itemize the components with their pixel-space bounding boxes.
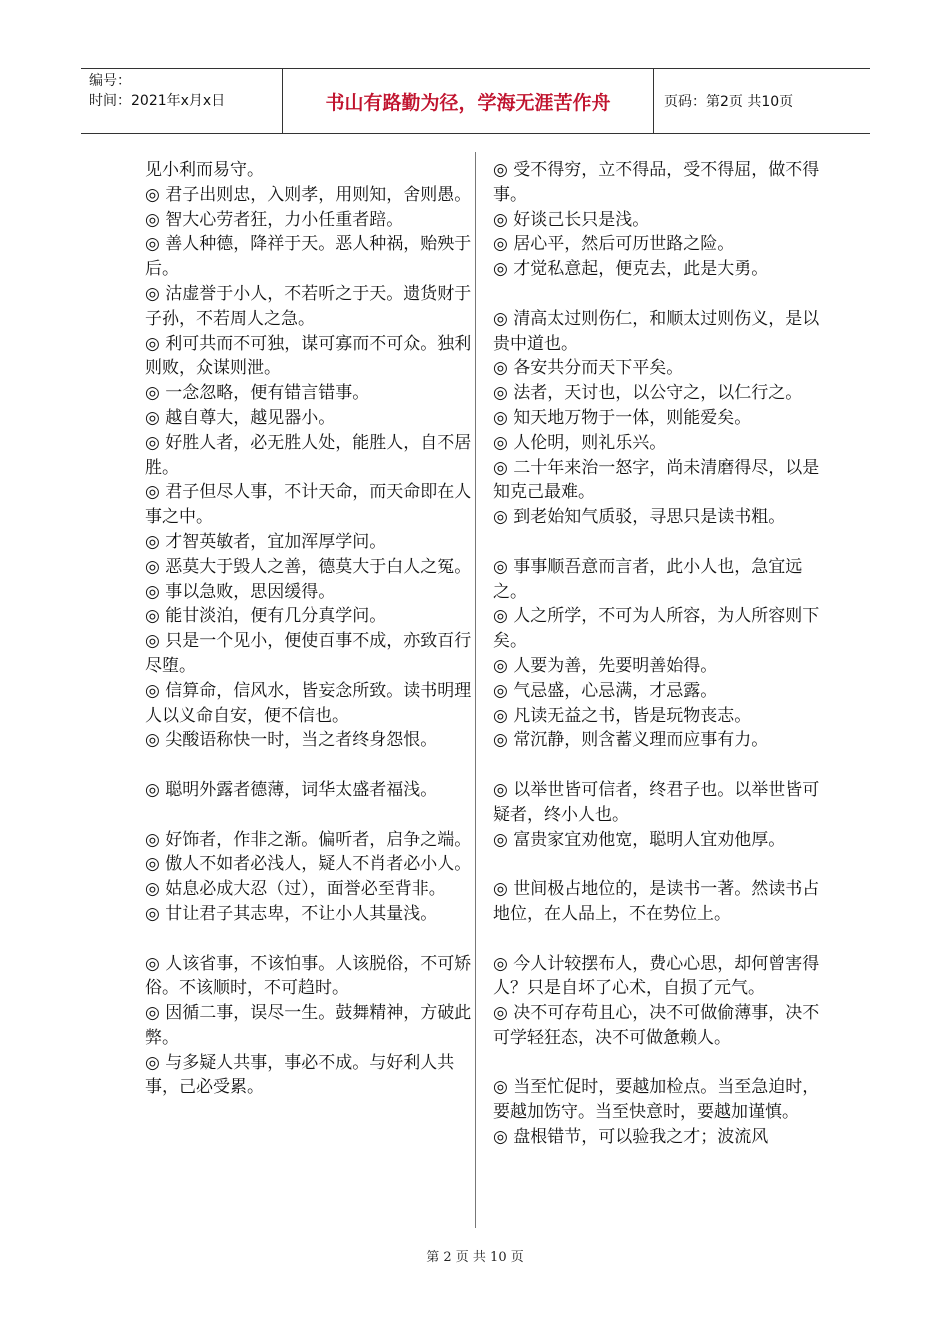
quote-paragraph: ◎ 甘让君子其志卑，不让小人其量浅。 [145, 903, 438, 924]
quote-paragraph: ◎ 今人计较摆布人，费心心思，却何曾害得人？只是自坏了心术，自损了元气。 [493, 953, 820, 999]
column-divider [475, 152, 476, 1228]
paragraph-gap [493, 753, 823, 778]
quote-paragraph: ◎ 人该省事，不该怕事。人该脱俗，不可矫俗。不该顺时，不可趋时。 [145, 953, 472, 999]
quote-paragraph: ◎ 事事顺吾意而言者，此小人也，急宜远之。 [493, 556, 803, 602]
quote-paragraph: ◎ 一念忽略，便有错言错事。 [145, 383, 370, 404]
paragraph-gap [493, 1051, 823, 1076]
paragraph-gap [145, 803, 475, 828]
quote-paragraph: ◎ 才智英敏者，宜加浑厚学问。 [145, 531, 387, 552]
quote-paragraph: ◎ 姑息必成大忍（过），面誉必至背非。 [145, 879, 446, 900]
quote-paragraph: ◎ 法者，天讨也，以公守之，以仁行之。 [493, 383, 803, 404]
quote-paragraph: ◎ 清高太过则伤仁，和顺太过则伤义，是以贵中道也。 [493, 308, 820, 354]
quote-paragraph: ◎ 智大心劳者狂，力小任重者踣。 [145, 209, 404, 230]
quote-paragraph: ◎ 凡读无益之书，皆是玩物丧志。 [493, 705, 752, 726]
paragraph-gap [145, 927, 475, 952]
quote-paragraph: ◎ 富贵家宜劝他宽，聪明人宜劝他厚。 [493, 829, 786, 850]
quote-paragraph: ◎ 能甘淡泊，便有几分真学问。 [145, 606, 387, 627]
quote-paragraph: ◎ 二十年来治一怒字，尚未清磨得尽，以是知克己最难。 [493, 457, 820, 503]
quote-paragraph: ◎ 知天地万物于一体，则能爱矣。 [493, 407, 752, 428]
quote-paragraph: ◎ 沽虚誉于小人，不若听之于天。遗货财于子孙，不若周人之急。 [145, 283, 472, 329]
page-footer: 第 2 页 共 10 页 [426, 1250, 524, 1265]
quote-paragraph: ◎ 信算命，信风水，皆妄念所致。读书明理人以义命自安，便不信也。 [145, 680, 472, 726]
quote-paragraph: ◎ 以举世皆可信者，终君子也。以举世皆可疑者，终小人也。 [493, 779, 820, 825]
document-date: 时间：2021年x月x日 [89, 93, 226, 109]
quote-paragraph: ◎ 当至忙促时，要越加检点。当至急迫时，要越加饬守。当至快意时，要越加谨慎。 [493, 1077, 820, 1123]
header-info [81, 69, 282, 133]
left-column [145, 158, 475, 1100]
quote-paragraph: ◎ 到老始知气质驳，寻思只是读书粗。 [493, 507, 786, 528]
paragraph-gap [493, 852, 823, 877]
quote-paragraph: ◎ 受不得穷，立不得品，受不得屈，做不得事。 [493, 160, 820, 205]
quote-paragraph: ◎ 气忌盛，心忌满，才忌露。 [493, 680, 718, 701]
paragraph-gap [493, 927, 823, 952]
quote-paragraph: ◎ 才觉私意起，便克去，此是大勇。 [493, 259, 769, 280]
quote-paragraph: ◎ 盘根错节，可以验我之才；波流风 [493, 1127, 769, 1148]
right-column [493, 158, 823, 1150]
quote-paragraph: ◎ 人之所学，不可为人所容，为人所容则下矣。 [493, 606, 820, 652]
paragraph-gap [493, 530, 823, 555]
quote-paragraph: ◎ 因循二事，误尽一生。鼓舞精神，方破此弊。 [145, 1003, 472, 1048]
quote-paragraph: ◎ 傲人不如者必浅人，疑人不肖者必小人。 [145, 854, 472, 875]
quote-paragraph: ◎ 事以急败，思因缓得。 [145, 581, 336, 602]
page-header [81, 68, 870, 134]
quote-paragraph: ◎ 君子但尽人事，不计天命，而天命即在人事之中。 [145, 482, 472, 528]
quote-paragraph: ◎ 只是一个见小，便使百事不成，亦致百行尽堕。 [145, 631, 472, 676]
quote-paragraph: ◎ 常沉静，则含蓄义理而应事有力。 [493, 730, 769, 751]
quote-paragraph: ◎ 世间极占地位的，是读书一著。然读书占地位，在人品上，不在势位上。 [493, 879, 820, 924]
quote-paragraph: ◎ 君子出则忠，入则孝，用则知，舍则愚。 [145, 184, 472, 205]
quote-paragraph: ◎ 恶莫大于毁人之善，德莫大于白人之冤。 [145, 556, 472, 577]
paragraph-gap [145, 753, 475, 778]
document-number-label: 编号： [89, 73, 131, 89]
quote-paragraph: ◎ 决不可存苟且心，决不可做偷薄事，决不可学轻狂态，决不可做惫赖人。 [493, 1003, 820, 1048]
quote-paragraph: ◎ 好饰者，作非之渐。偏听者，启争之端。 [145, 829, 472, 850]
quote-paragraph: ◎ 好胜人者，必无胜人处，能胜人，自不居胜。 [145, 432, 472, 478]
paragraph-gap [493, 282, 823, 307]
quote-paragraph: ◎ 好谈己长只是浅。 [493, 209, 650, 230]
quote-paragraph: ◎ 善人种德，降祥于天。恶人种祸，贻殃于后。 [145, 234, 472, 280]
header-motto: 书山有路勤为径，学海无涯苦作舟 [282, 69, 654, 133]
quote-paragraph: ◎ 聪明外露者德薄，词华太盛者福浅。 [145, 779, 438, 800]
quote-paragraph: ◎ 人伦明，则礼乐兴。 [493, 432, 667, 453]
quote-paragraph: ◎ 尖酸语称快一时，当之者终身怨恨。 [145, 730, 438, 751]
quote-paragraph: ◎ 居心平，然后可历世路之险。 [493, 234, 735, 255]
header-page-code: 页码：第2页 共10页 [664, 94, 794, 110]
quote-paragraph: ◎ 利可共而不可独，谋可寡而不可众。独利则败，众谋则泄。 [145, 333, 472, 379]
quote-paragraph: ◎ 各安共分而天下平矣。 [493, 358, 684, 379]
quote-paragraph: 见小利而易守。 [145, 160, 264, 180]
quote-paragraph: ◎ 人要为善，先要明善始得。 [493, 655, 718, 676]
quote-paragraph: ◎ 与多疑人共事，事必不成。与好利人共事，己必受累。 [145, 1052, 455, 1098]
quote-paragraph: ◎ 越自尊大，越见器小。 [145, 407, 336, 428]
